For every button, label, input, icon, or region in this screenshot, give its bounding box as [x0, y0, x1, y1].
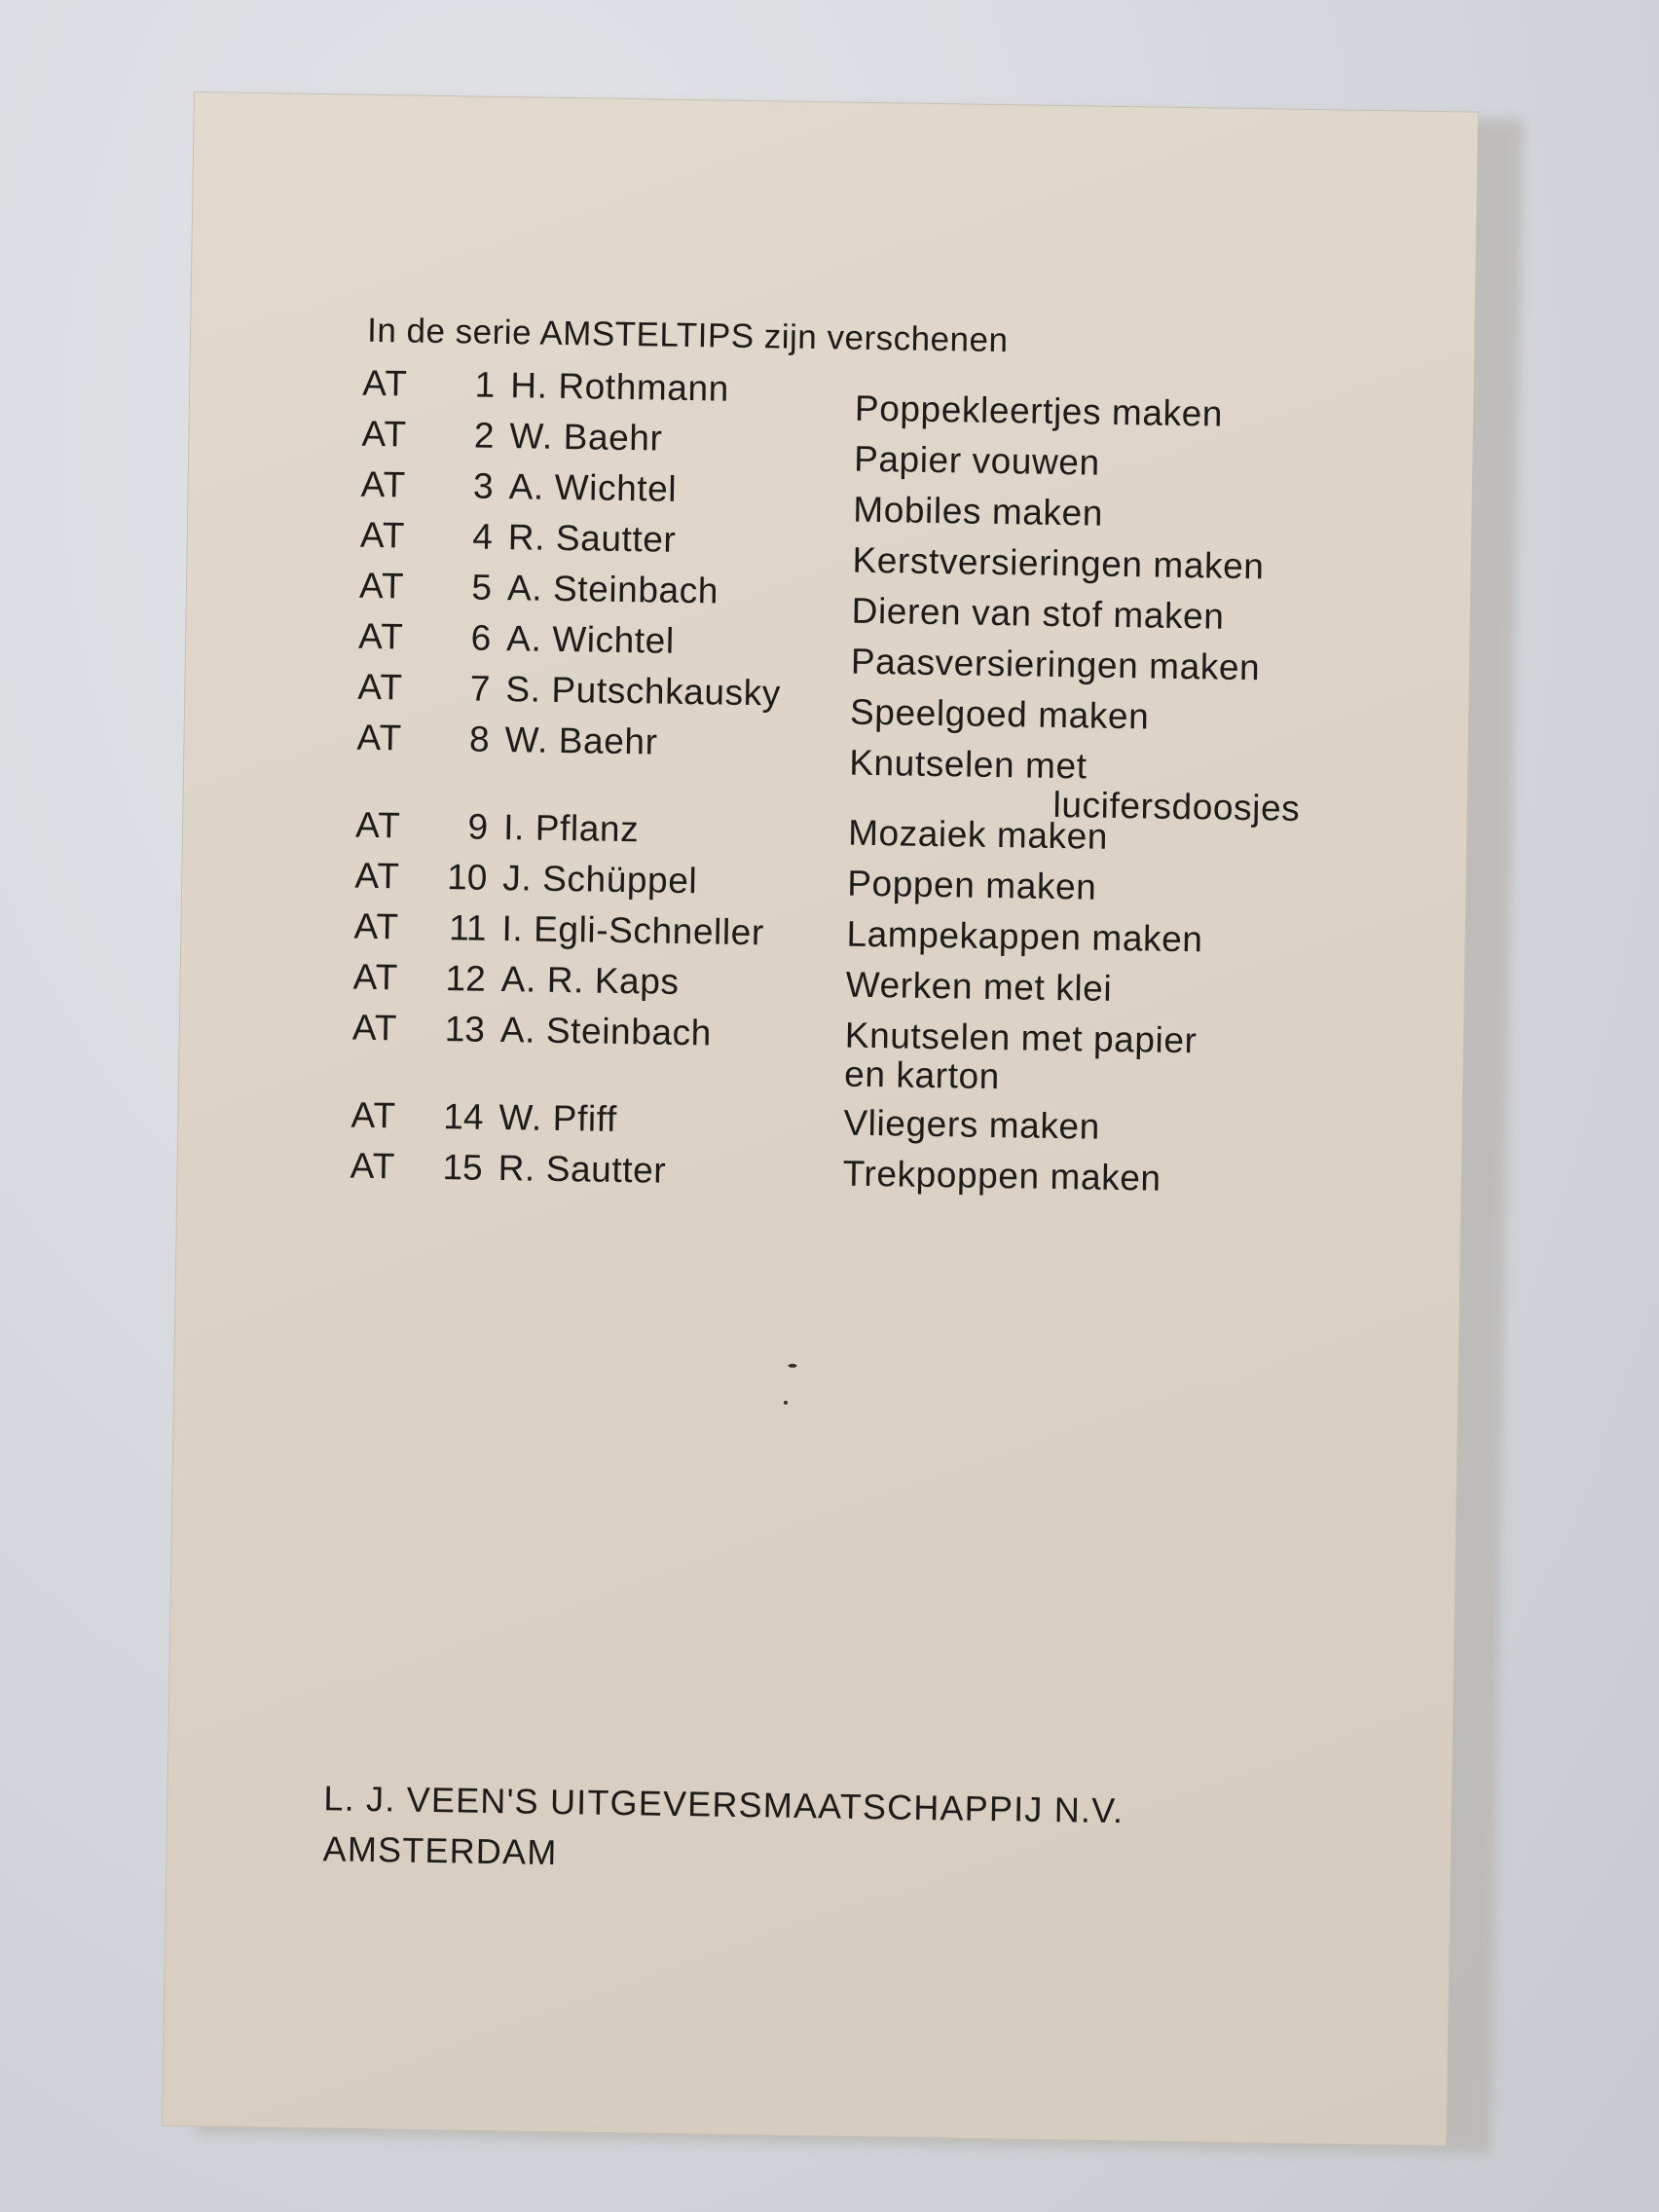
book-back-cover	[163, 92, 1478, 2145]
series-author: A. R. Kaps	[500, 959, 680, 1002]
series-number: 9	[467, 806, 489, 847]
series-code: AT	[350, 1094, 397, 1136]
series-author: A. Wichtel	[505, 618, 676, 661]
series-number: 15	[442, 1147, 484, 1188]
series-title: Dieren van stof maken	[851, 590, 1225, 637]
series-title: Kerstversieringen maken	[852, 539, 1265, 587]
series-number: 6	[470, 617, 492, 658]
publisher-name: L. J. VEEN'S UITGEVERSMAATSCHAPPIJ N.V.	[323, 1778, 1124, 1831]
series-code: AT	[357, 666, 404, 708]
series-number: 10	[446, 857, 488, 898]
series-code: AT	[351, 1007, 398, 1049]
series-code: AT	[361, 413, 408, 455]
series-heading: In de serie AMSTELTIPS zijn verschenen	[366, 311, 1009, 360]
series-author: A. Wichtel	[508, 466, 678, 509]
series-author: W. Baehr	[509, 416, 663, 459]
ink-speck	[789, 1364, 797, 1368]
series-author: S. Putschkausky	[505, 669, 782, 714]
series-code: AT	[352, 956, 399, 998]
ink-speck	[784, 1401, 788, 1405]
series-code: AT	[353, 905, 400, 947]
series-title: Speelgoed maken	[849, 691, 1150, 737]
series-number: 11	[448, 907, 487, 948]
series-author: W. Pfiff	[498, 1097, 618, 1139]
series-author: I. Egli-Schneller	[501, 908, 765, 953]
series-code: AT	[356, 717, 403, 758]
series-number: 8	[468, 719, 490, 759]
series-code: AT	[358, 565, 405, 607]
series-title: Paasversieringen maken	[850, 641, 1261, 688]
series-number: 4	[471, 516, 494, 557]
series-list	[350, 364, 1433, 1214]
series-code: AT	[360, 463, 407, 505]
series-number: 1	[474, 364, 496, 405]
series-author: R. Sautter	[498, 1148, 667, 1191]
series-author: I. Pflanz	[502, 807, 640, 850]
series-title-continuation: en karton	[843, 1053, 1001, 1097]
series-title: Knutselen met	[848, 742, 1088, 787]
series-title: Werken met klei	[845, 964, 1113, 1009]
series-title: Mozaiek maken	[847, 812, 1109, 857]
series-code: AT	[354, 855, 401, 897]
series-title: Trekpoppen maken	[842, 1153, 1161, 1198]
series-title: Papier vouwen	[853, 438, 1101, 483]
publisher-city: AMSTERDAM	[322, 1828, 558, 1873]
series-number: 7	[469, 668, 491, 709]
series-title: Poppen maken	[847, 863, 1097, 907]
cover-content	[163, 92, 1478, 2145]
series-number: 5	[471, 567, 493, 608]
series-code: AT	[350, 1145, 396, 1187]
series-code: AT	[362, 362, 409, 404]
series-code: AT	[357, 615, 405, 657]
series-author: W. Baehr	[504, 719, 658, 762]
series-author: R. Sautter	[507, 517, 677, 560]
series-author: H. Rothmann	[509, 365, 730, 409]
series-author: A. Steinbach	[506, 568, 719, 611]
series-title: Lampekappen maken	[846, 913, 1203, 960]
series-author: A. Steinbach	[499, 1010, 713, 1053]
series-title: Poppekleertjes maken	[854, 387, 1224, 434]
series-number: 2	[473, 415, 495, 456]
series-number: 13	[444, 1009, 486, 1050]
series-number: 14	[443, 1096, 484, 1137]
series-number: 3	[472, 465, 495, 506]
series-code: AT	[359, 514, 406, 556]
series-number: 12	[445, 958, 487, 999]
series-title-block	[844, 1016, 1303, 1101]
series-title-continuation: lucifersdoosjes	[1052, 784, 1301, 829]
publisher-block	[322, 1773, 1124, 1887]
series-title: Mobiles maken	[853, 489, 1104, 534]
series-author: J. Schüppel	[502, 858, 698, 902]
series-title: Vliegers maken	[843, 1102, 1101, 1147]
series-code: AT	[354, 804, 402, 846]
series-title: Knutselen met papier	[844, 1014, 1198, 1061]
